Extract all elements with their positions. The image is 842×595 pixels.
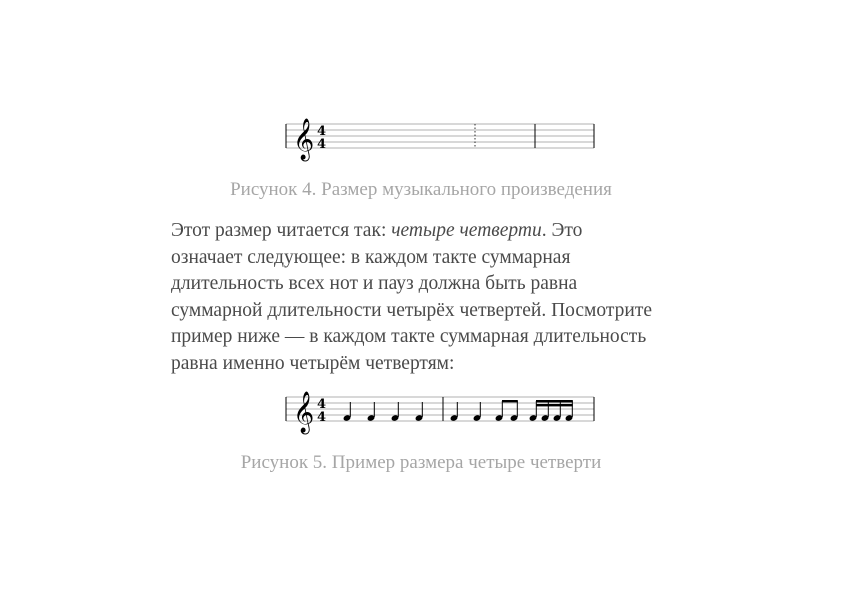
paragraph xyxy=(171,218,731,377)
time-signature-bottom: 4 xyxy=(317,410,327,425)
staff-figure-5 xyxy=(283,389,599,439)
line1-italic: четыре четверти xyxy=(391,220,542,241)
quarter-note xyxy=(415,402,424,422)
quarter-note xyxy=(367,402,376,422)
figure-5-caption: Рисунок 5. Пример размера четыре четверти xyxy=(240,452,602,473)
paragraph-line-6: равна именно четырём четвертям: xyxy=(171,352,455,374)
staff-lines xyxy=(286,124,594,148)
measure-1 xyxy=(343,402,424,422)
paragraph-line-3: длительность всех нот и пауз должна быть равна xyxy=(171,273,578,294)
staff-figure-4 xyxy=(283,116,599,166)
quarter-note xyxy=(473,402,482,422)
quarter-note xyxy=(450,402,459,422)
treble-clef-icon: 𝄞 xyxy=(293,392,315,433)
line1-before: Этот размер читается так: xyxy=(171,220,392,241)
paragraph-line-1 xyxy=(171,218,731,245)
time-signature-top: 4 xyxy=(317,397,327,412)
time-signature-top: 4 xyxy=(317,124,327,139)
line1-after: . Это xyxy=(541,220,583,241)
quarter-note xyxy=(391,402,400,422)
treble-clef-icon: 𝄞 xyxy=(293,119,315,160)
paragraph-line-5: пример ниже — в каждом такте суммарная длительность xyxy=(171,326,647,347)
paragraph-line-2: означает следующее: в каждом такте суммарная xyxy=(171,246,571,268)
figure-4-caption: Рисунок 4. Размер музыкального произведения xyxy=(230,179,612,200)
quarter-note xyxy=(343,402,352,422)
time-signature-bottom: 4 xyxy=(317,137,327,152)
paragraph-line-4: суммарной длительности четырёх четвертей. Посмотрите xyxy=(171,299,653,321)
